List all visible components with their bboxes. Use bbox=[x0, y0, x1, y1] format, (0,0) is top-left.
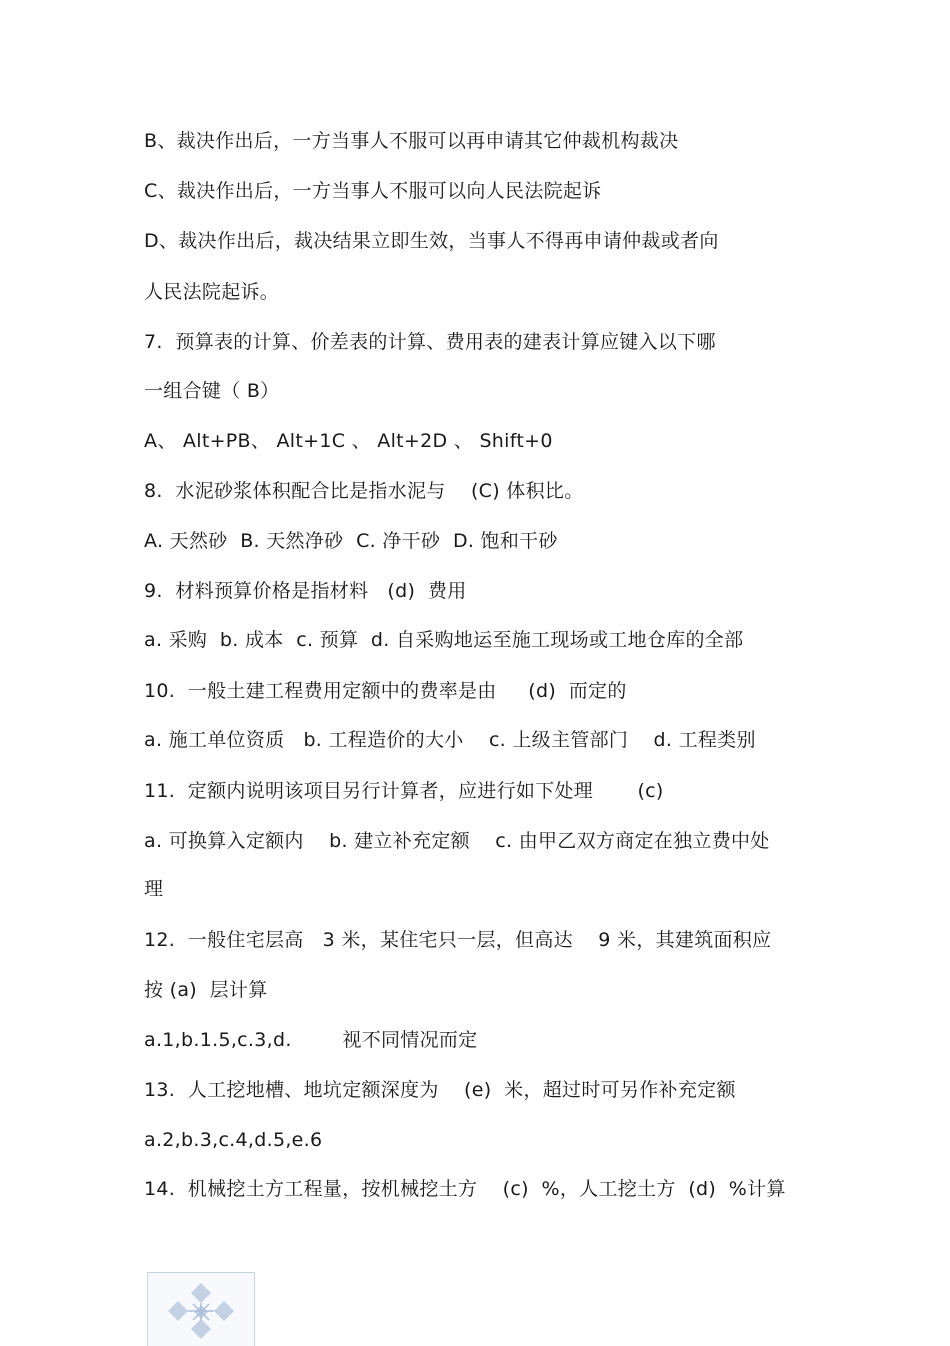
text-line: 人民法院起诉。 bbox=[144, 281, 280, 303]
text-line: A. 天然砂 B. 天然净砂 C. 净干砂 D. 饱和干砂 bbox=[144, 530, 558, 552]
text-line: 13. 人工挖地槽、地坑定额深度为 (e) 米，超过时可另作补充定额 bbox=[144, 1079, 736, 1101]
text-line: a. 施工单位资质 b. 工程造价的大小 c. 上级主管部门 d. 工程类别 bbox=[144, 729, 756, 751]
text-line: a.1,b.1.5,c.3,d. 视不同情况而定 bbox=[144, 1029, 478, 1051]
text-line: a. 采购 b. 成本 c. 预算 d. 自采购地运至施工现场或工地仓库的全部 bbox=[144, 629, 744, 651]
text-line: 10. 一般土建工程费用定额中的费率是由 (d) 而定的 bbox=[144, 680, 627, 702]
snowflake-emblem-icon bbox=[148, 1273, 254, 1346]
text-line: 7. 预算表的计算、价差表的计算、费用表的建表计算应键入以下哪 bbox=[144, 331, 716, 353]
text-line: 12. 一般住宅层高 3 米，某住宅只一层，但高达 9 米，其建筑面积应 bbox=[144, 929, 772, 951]
text-line: C、裁决作出后，一方当事人不服可以向人民法院起诉 bbox=[144, 180, 602, 202]
watermark-logo bbox=[147, 1272, 255, 1346]
text-line: 8. 水泥砂浆体积配合比是指水泥与 (C) 体积比。 bbox=[144, 480, 584, 502]
text-line: A、 Alt+PB、 Alt+1C 、 Alt+2D 、 Shift+0 bbox=[144, 430, 553, 452]
text-line: D、裁决作出后，裁决结果立即生效，当事人不得再申请仲裁或者向 bbox=[144, 230, 719, 252]
text-line: 一组合键（ B） bbox=[144, 380, 280, 402]
text-line: 按 (a) 层计算 bbox=[144, 979, 268, 1001]
text-line: 11. 定额内说明该项目另行计算者，应进行如下处理 (c) bbox=[144, 780, 664, 802]
text-line: 9. 材料预算价格是指材料 (d) 费用 bbox=[144, 580, 467, 602]
text-line: 14. 机械挖土方工程量，按机械挖土方 (c) %，人工挖土方 (d) %计算 bbox=[144, 1178, 786, 1200]
text-line: a.2,b.3,c.4,d.5,e.6 bbox=[144, 1129, 323, 1151]
text-line: B、裁决作出后，一方当事人不服可以再申请其它仲裁机构裁决 bbox=[144, 130, 679, 152]
text-line: a. 可换算入定额内 b. 建立补充定额 c. 由甲乙双方商定在独立费中处 bbox=[144, 830, 770, 852]
text-line: 理 bbox=[144, 878, 164, 900]
